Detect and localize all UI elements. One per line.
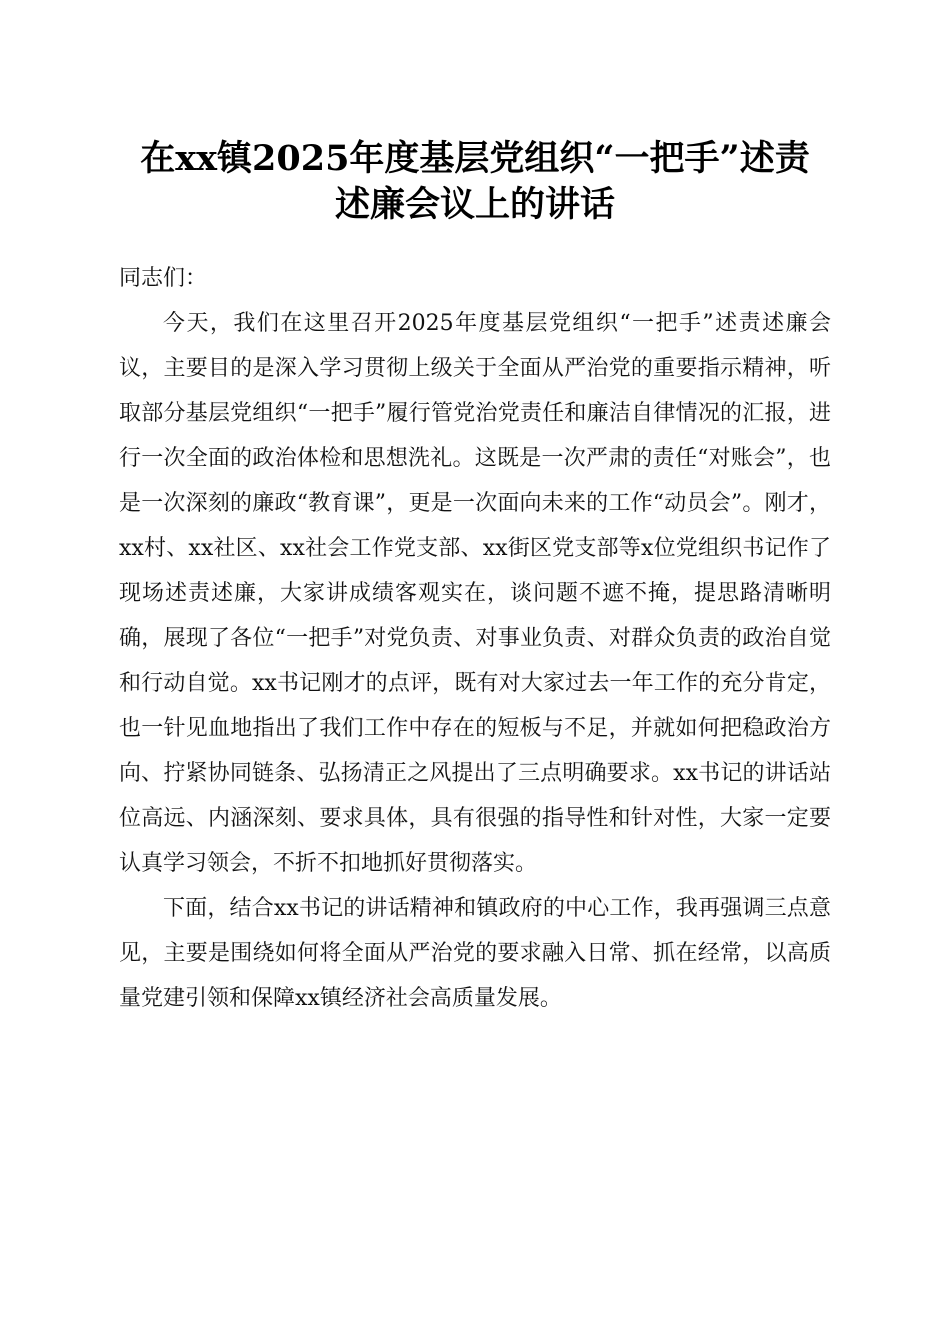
title-line-1: 在xx镇2025年度基层党组织“一把手”述责 (140, 138, 810, 179)
paragraph-1: 今天，我们在这里召开2025年度基层党组织“一把手”述责述廉会议，主要目的是深入学习贯彻上级关于全面从严治党的重要指示精神，听取部分基层党组织“一把手”履行管党治党责任和廉洁自律情况的汇报，进行一次全面的政治体检和思想洗礼。这既是一次严肃的责任“对账会”，也是一次深刻的廉政“教育课”，更是一次面向未来的工作“动员会”。刚才，xx村、xx社区、xx社会工作党支部、xx街区党支部等x位党组织书记作了现场述责述廉，大家讲成绩客观实在，谈问题不遮不掩，提思路清晰明确，展现了各位“一把手”对党负责、对事业负责、对群众负责的政治自觉和行动自觉。xx书记刚才的点评，既有对大家过去一年工作的充分肯定，也一针见血地指出了我们工作中存在的短板与不足，并就如何把稳政治方向、拧紧协同链条、弘扬清正之风提出了三点明确要求。xx书记的讲话站位高远、内涵深刻、要求具体，具有很强的指导性和针对性，大家一定要认真学习领会，不折不扣地抓好贯彻落实。 (119, 311, 831, 876)
document-body (119, 256, 831, 1021)
paragraph-2: 下面，结合xx书记的讲话精神和镇政府的中心工作，我再强调三点意见，主要是围绕如何将全面从严治党的要求融入日常、抓在经常，以高质量党建引领和保障xx镇经济社会高质量发展。 (119, 896, 831, 1011)
document-title (110, 136, 840, 228)
title-line-2: 述廉会议上的讲话 (334, 184, 615, 225)
salutation: 同志们： (119, 266, 208, 291)
